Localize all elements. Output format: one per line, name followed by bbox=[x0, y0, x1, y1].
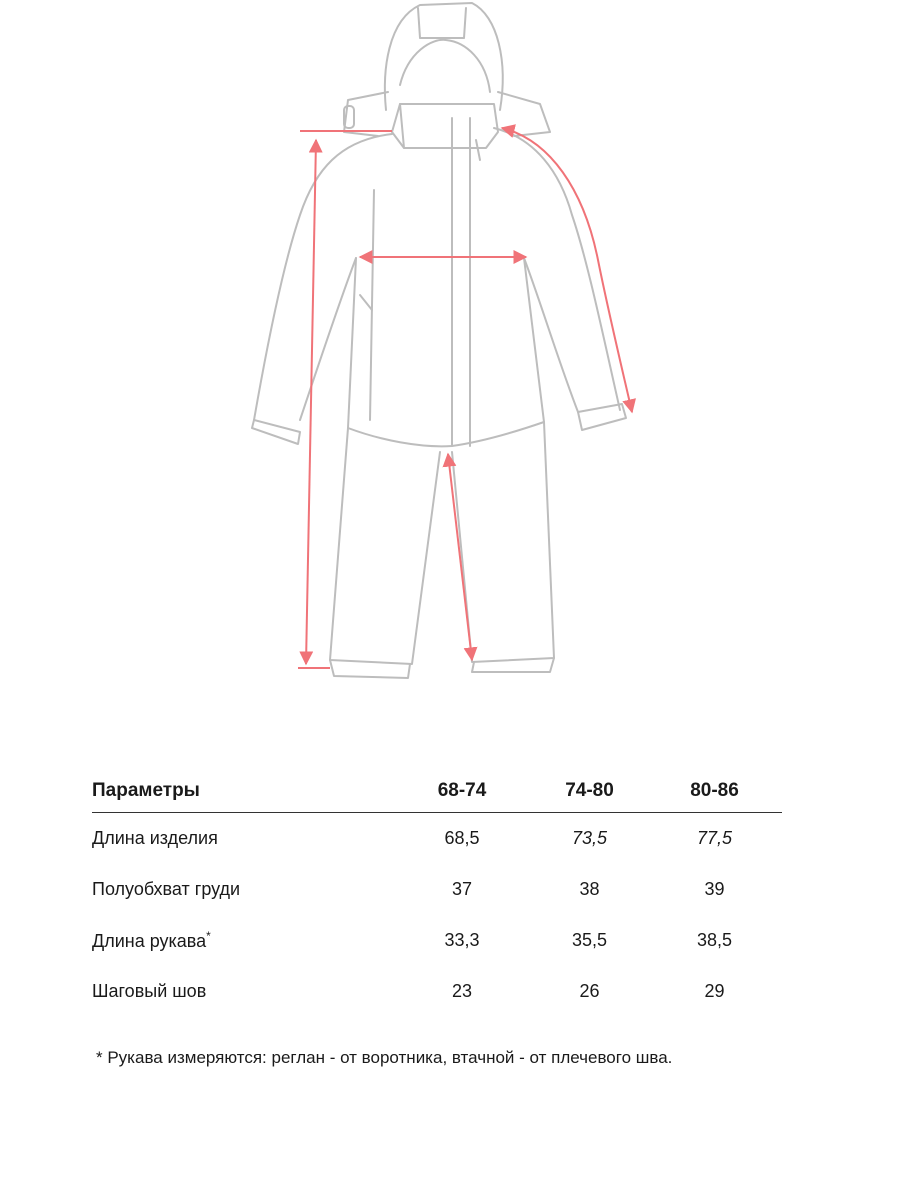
footnote: * Рукава измеряются: реглан - от воротника, втачной - от плечевого шва. bbox=[96, 1048, 673, 1067]
table-cell: 38 bbox=[579, 879, 600, 899]
size-header: 74-80 bbox=[532, 770, 647, 813]
length-arrow bbox=[306, 140, 316, 664]
table-cell: 29 bbox=[704, 981, 725, 1001]
table-cell: 26 bbox=[579, 981, 600, 1001]
table-cell: 77,5 bbox=[696, 828, 733, 848]
table-cell: 23 bbox=[451, 981, 473, 1001]
row-label-with-note bbox=[92, 915, 392, 966]
row-label: Длина рукава bbox=[92, 931, 207, 951]
size-header: 68-74 bbox=[392, 770, 532, 813]
table-row bbox=[92, 864, 782, 915]
table-header-row bbox=[92, 770, 782, 813]
row-label: Длина изделия bbox=[92, 828, 218, 848]
parameters-header: Параметры bbox=[92, 770, 392, 813]
table-row bbox=[92, 915, 782, 966]
row-label: Шаговый шов bbox=[92, 981, 207, 1001]
table-cell: 33,3 bbox=[444, 930, 480, 950]
table-cell: 68,5 bbox=[444, 828, 480, 848]
size-table bbox=[92, 770, 782, 1017]
table-cell: 38,5 bbox=[696, 930, 733, 950]
table-cell: 39 bbox=[704, 879, 725, 899]
footnote-mark: * bbox=[206, 929, 211, 943]
table-cell: 35,5 bbox=[571, 930, 608, 950]
table-cell: 37 bbox=[451, 879, 473, 899]
size-header: 80-86 bbox=[647, 770, 782, 813]
inseam-arrow bbox=[448, 454, 472, 660]
table-row bbox=[92, 813, 782, 865]
table-row bbox=[92, 966, 782, 1017]
sleeve-arrow bbox=[502, 128, 632, 412]
row-label: Полуобхват груди bbox=[92, 879, 241, 899]
table-cell: 73,5 bbox=[571, 828, 608, 848]
